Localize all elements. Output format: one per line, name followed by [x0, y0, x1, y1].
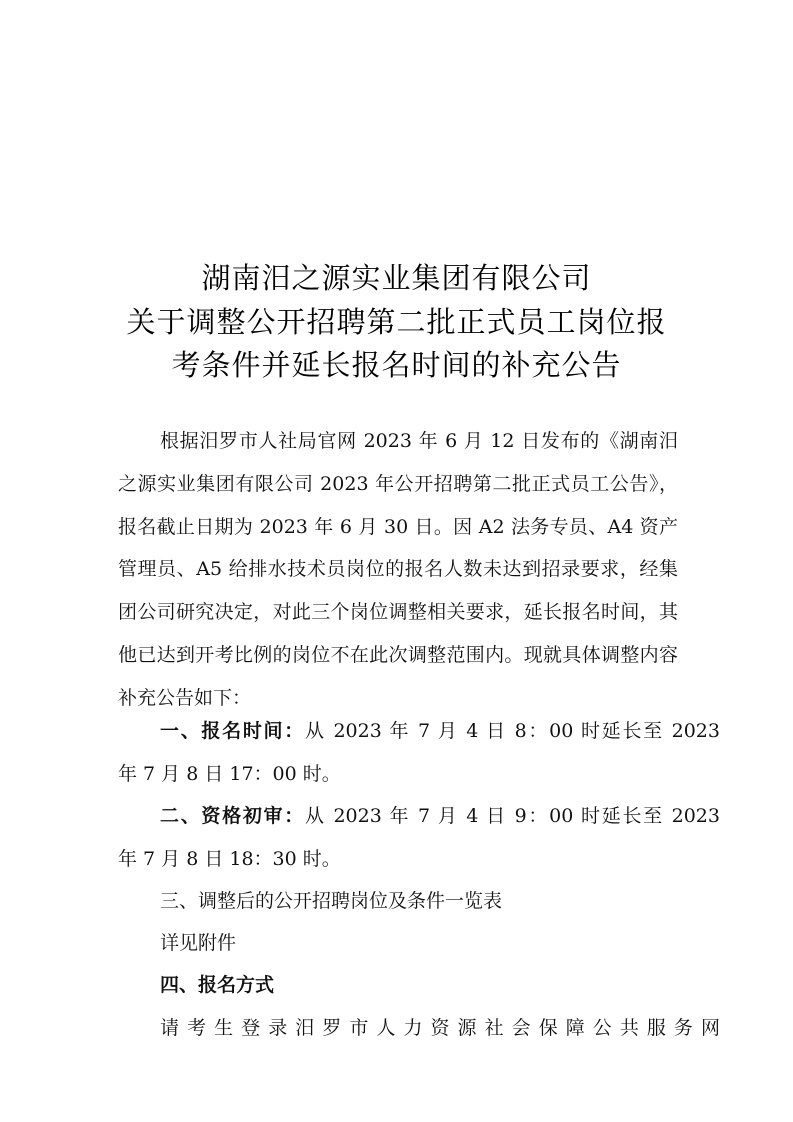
section-2-text: 从 2023 年 7 月 4 日 9：00 时延长至 2023: [304, 805, 720, 827]
section-2-heading: 二、资格初审：: [160, 805, 305, 827]
section-4-heading: 四、报名方式: [160, 974, 275, 996]
title-line-3: 考条件并延长报名时间的补充公告: [171, 348, 622, 382]
section-1-text: 从 2023 年 7 月 4 日 8：00 时延长至 2023: [304, 720, 720, 742]
section-3-text: 详见附件: [160, 932, 237, 954]
section-1-line-2: 年 7 月 8 日 17：00 时。: [118, 763, 341, 785]
title-line-1: 湖南汨之源实业集团有限公司: [201, 261, 592, 295]
section-1-line-1: [118, 718, 720, 744]
section-2-line-2: 年 7 月 8 日 18：30 时。: [118, 848, 341, 870]
section-3-heading: 三、调整后的公开招聘岗位及条件一览表: [160, 890, 503, 912]
title-line-2: 关于调整公开招聘第二批正式员工岗位报: [126, 305, 667, 339]
section-4-text: 请考生登录汨罗市人力资源社会保障公共服务网: [160, 1017, 720, 1039]
section-1-heading: 一、报名时间：: [160, 720, 305, 742]
section-2-line-1: [118, 803, 720, 829]
intro-paragraph: 根据汨罗市人社局官网 2023 年 6 月 12 日发布的《湖南汨之源实业集团有限公司 2023 年公开招聘第二批正式员工公告》，报名截止日期为 2023 年 6 月 30 日。因 A2 法务专员、A4 资产管理员、A5 给排水技术员岗位的报名人数未达到招录要求，经集团公司研究决定，对此三个岗位调整相关要求，延长报名时间，其他已达到开考比例的岗位不在此次调整范围内。现就具体调整内容补充公告如下：: [118, 430, 678, 709]
